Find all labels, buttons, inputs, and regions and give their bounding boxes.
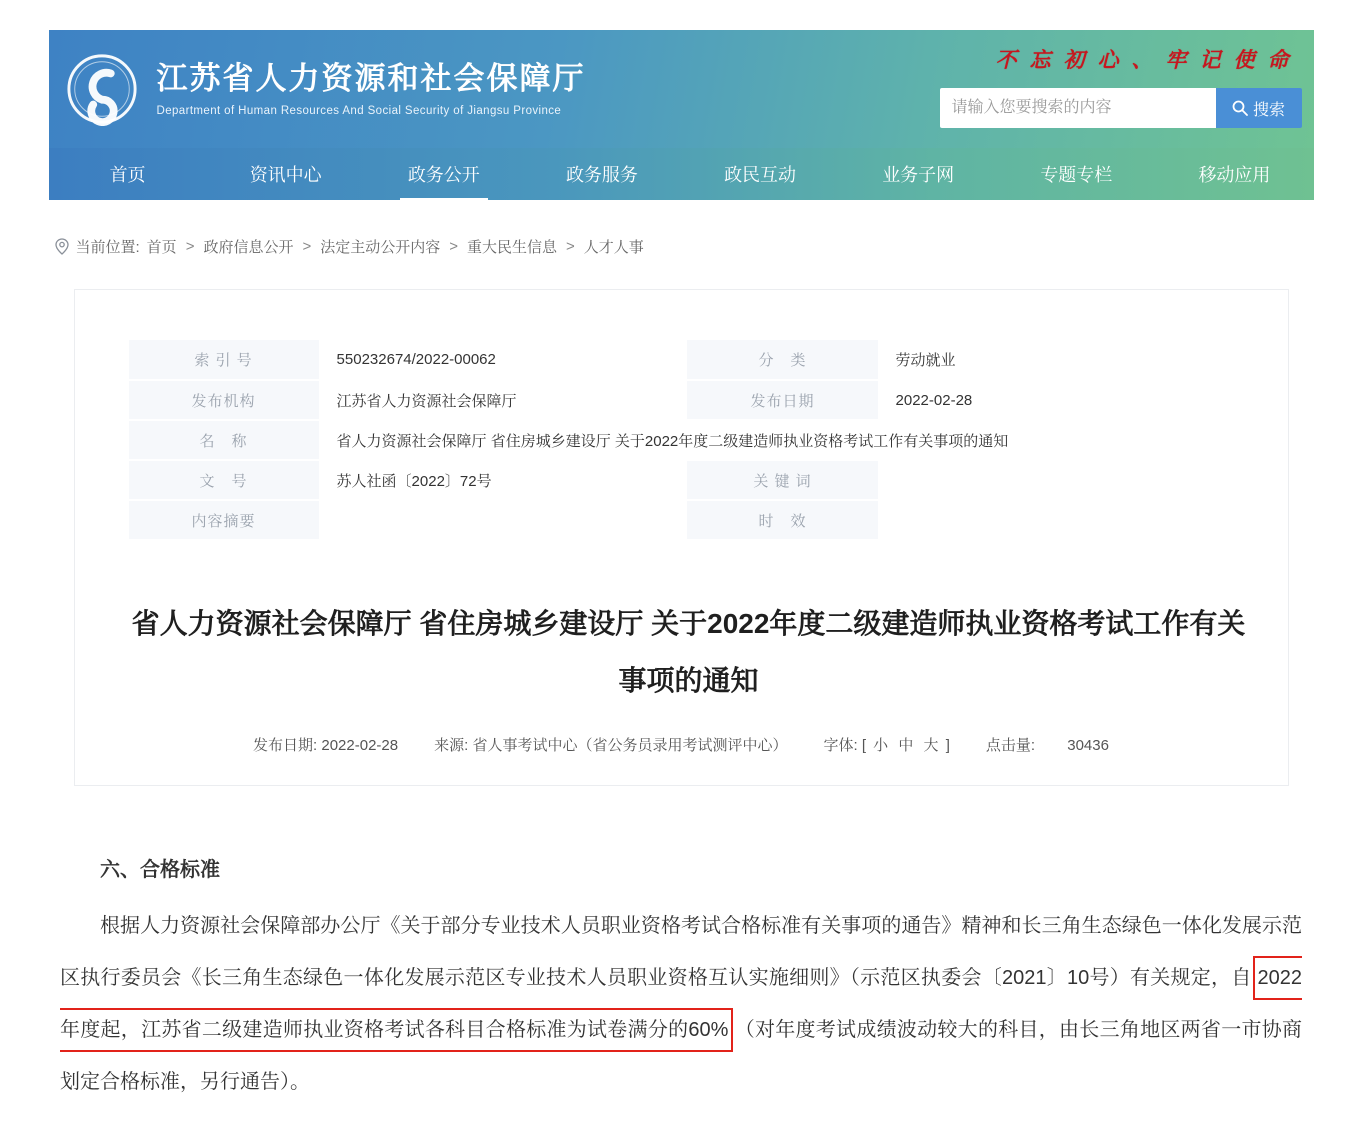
brand-text xyxy=(157,61,586,117)
font-size-small-button[interactable]: 小 xyxy=(873,736,889,754)
section-heading: 六、合格标准 xyxy=(100,858,220,881)
search-button[interactable] xyxy=(1216,88,1302,128)
source-value: 省人事考试中心（省公务员录用考试测评中心） xyxy=(472,736,788,754)
table-row xyxy=(129,500,1247,540)
banner-right xyxy=(940,44,1302,128)
font-size-group xyxy=(823,734,949,755)
site-subtitle: Department of Human Resources And Social Security of Jiangsu Province xyxy=(156,104,562,117)
site-title: 江苏省人力资源和社会保障厅 xyxy=(156,61,586,97)
slogan-text: 不忘初心、牢记使命 xyxy=(995,49,1302,72)
index-number-label: 索 引 号 xyxy=(129,340,319,380)
highlight-annotation-box: 2022年度起，江苏省二级建造师执业资格考试各科目合格标准为试卷满分的60% xyxy=(60,956,1302,1052)
breadcrumb-livelihood[interactable]: 重大民生信息 xyxy=(467,239,558,256)
issuing-agency-label: 发布机构 xyxy=(129,380,319,420)
nav-item-gov-services[interactable] xyxy=(523,148,681,200)
keywords-value xyxy=(878,460,1247,500)
search-bar xyxy=(940,88,1302,128)
nav-item-label: 政务服务 xyxy=(565,164,638,185)
nav-item-interaction[interactable] xyxy=(681,148,839,200)
breadcrumb-home[interactable]: 首页 xyxy=(146,239,177,256)
search-button-label: 搜索 xyxy=(1252,101,1285,119)
nav-item-label: 资讯中心 xyxy=(249,164,322,185)
body-paragraph xyxy=(60,900,1302,1108)
breadcrumb-gov-info[interactable]: 政府信息公开 xyxy=(203,239,294,256)
site-banner xyxy=(49,30,1314,148)
breadcrumb-statutory[interactable]: 法定主动公开内容 xyxy=(320,239,441,256)
publish-date-group xyxy=(253,734,398,755)
publish-date-meta-label: 发布日期: xyxy=(253,736,318,754)
site-logo-icon xyxy=(65,52,139,126)
publish-date-meta-value: 2022-02-28 xyxy=(321,736,399,754)
document-name-value: 省人力资源社会保障厅 省住房城乡建设厅 关于2022年度二级建造师执业资格考试工作有关事项的通知 xyxy=(319,420,1247,460)
main-nav xyxy=(49,148,1314,200)
font-bracket-close: ] xyxy=(945,736,950,754)
category-value: 劳动就业 xyxy=(878,340,1247,380)
nav-item-gov-disclosure[interactable] xyxy=(365,148,523,200)
article-meta xyxy=(129,734,1234,755)
nav-item-home[interactable] xyxy=(49,148,207,200)
document-info-table xyxy=(129,340,1247,541)
nav-item-label: 政务公开 xyxy=(400,148,488,201)
font-size-label: 字体: xyxy=(823,736,858,754)
article-title: 省人力资源社会保障厅 省住房城乡建设厅 关于2022年度二级建造师执业资格考试工作有关事项的通知 xyxy=(131,608,1246,697)
font-bracket-open: [ xyxy=(861,736,866,754)
location-pin-icon xyxy=(55,238,69,255)
validity-value xyxy=(878,500,1247,540)
nav-item-news[interactable] xyxy=(207,148,365,200)
nav-item-label: 业务子网 xyxy=(882,164,955,185)
document-number-label: 文 号 xyxy=(129,460,319,500)
paragraph-lead-text: 根据人力资源社会保障部办公厅《关于部分专业技术人员职业资格考试合格标准有关事项的通告》精神和长三角生态绿色一体化发展示范区执行委员会《长三角生态绿色一体化发展示范区专业技术人员职业资格互认实施细则》（示范区执委会〔2021〕10号）有关规定，自 xyxy=(60,914,1302,989)
hits-label: 点击量: xyxy=(985,736,1036,754)
category-label: 分 类 xyxy=(687,340,877,380)
table-row xyxy=(129,460,1247,500)
article-body xyxy=(60,844,1302,1138)
publish-date-value: 2022-02-28 xyxy=(878,380,1247,420)
breadcrumb-separator: > xyxy=(185,238,195,255)
search-input[interactable] xyxy=(940,88,1216,128)
breadcrumb xyxy=(55,236,1314,257)
index-number-value: 550232674/2022-00062 xyxy=(319,340,688,380)
hits-group xyxy=(986,734,1109,755)
table-row xyxy=(129,380,1247,420)
keywords-label: 关 键 词 xyxy=(687,460,877,500)
breadcrumb-separator: > xyxy=(302,238,312,255)
table-row xyxy=(129,420,1247,460)
breadcrumb-separator: > xyxy=(449,238,459,255)
breadcrumb-talent[interactable]: 人才人事 xyxy=(583,239,644,256)
nav-item-mobile-apps[interactable] xyxy=(1155,148,1313,200)
nav-item-subsites[interactable] xyxy=(839,148,997,200)
validity-label: 时 效 xyxy=(687,500,877,540)
nav-item-label: 移动应用 xyxy=(1198,164,1271,185)
nav-item-label: 政民互动 xyxy=(724,164,797,185)
nav-item-label: 专题专栏 xyxy=(1040,164,1113,185)
hits-value: 30436 xyxy=(1067,736,1109,754)
document-name-label: 名 称 xyxy=(129,420,319,460)
nav-item-special-topics[interactable] xyxy=(997,148,1155,200)
source-group xyxy=(434,734,787,755)
source-label: 来源: xyxy=(434,736,469,754)
font-size-medium-button[interactable]: 中 xyxy=(898,736,914,754)
search-icon xyxy=(1232,100,1248,116)
font-size-large-button[interactable]: 大 xyxy=(923,736,939,754)
summary-value xyxy=(319,500,688,540)
document-number-value: 苏人社函〔2022〕72号 xyxy=(319,460,688,500)
breadcrumb-prefix: 当前位置: xyxy=(75,239,140,256)
site-brand-link[interactable] xyxy=(65,52,586,126)
nav-item-label: 首页 xyxy=(109,164,146,185)
issuing-agency-value: 江苏省人力资源社会保障厅 xyxy=(319,380,688,420)
document-card xyxy=(74,289,1289,786)
publish-date-label: 发布日期 xyxy=(687,380,877,420)
table-row xyxy=(129,340,1247,380)
page-container xyxy=(49,0,1314,1138)
paragraph-tail-text: （对年度考试成绩波动较大的科目，由长三角地区两省一市协商划定合格标准，另行通告）。 xyxy=(60,1018,1303,1093)
breadcrumb-separator: > xyxy=(566,238,575,255)
summary-label: 内容摘要 xyxy=(129,500,319,540)
